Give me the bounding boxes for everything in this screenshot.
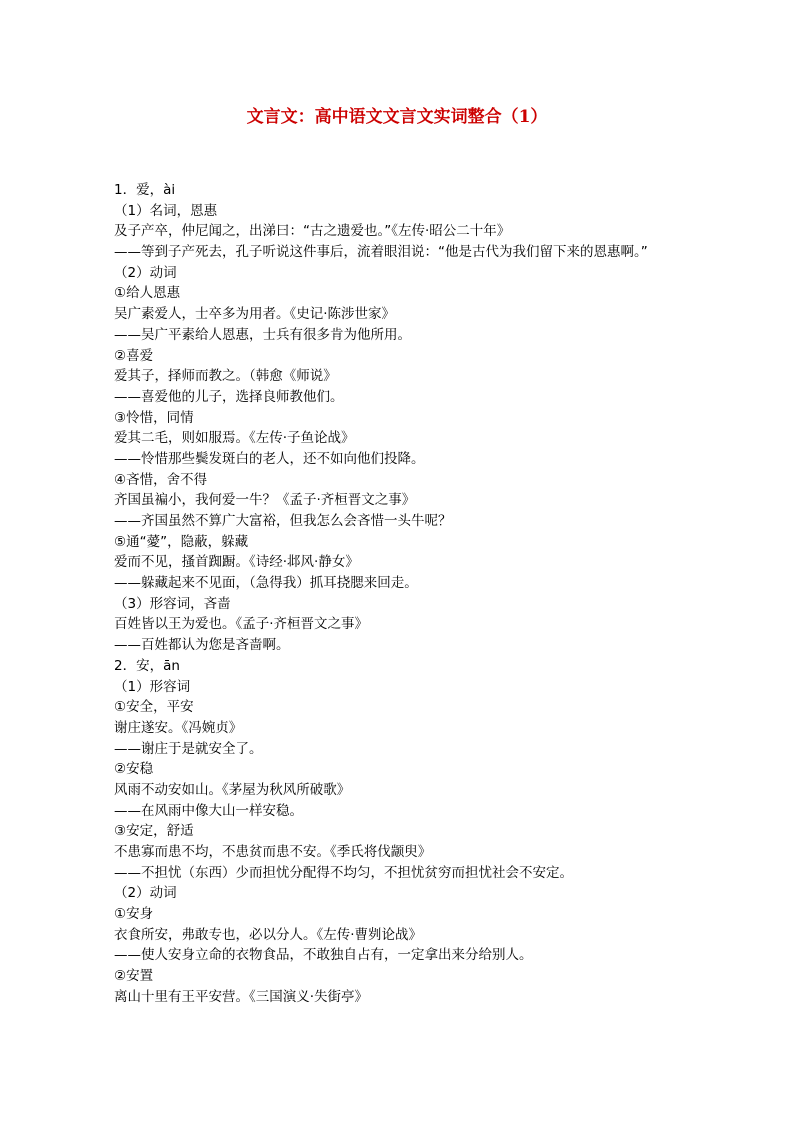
example-sentence: 及子产卒，仲尼闻之，出涕曰：“古之遗爱也。”《左传·昭公二十年》: [114, 223, 511, 240]
sub-sense: ①安身: [114, 906, 154, 923]
translation: ——吴广平素给人恩惠，士兵有很多肯为他所用。: [114, 326, 411, 343]
sub-sense: ②安置: [114, 968, 154, 985]
example-sentence: 离山十里有王平安营。《三国演义·失街亭》: [114, 988, 369, 1005]
translation: ——使人安身立命的衣物食品，不敢独自占有，一定拿出来分给别人。: [114, 947, 533, 964]
translation: ——不担忧（东西）少而担忧分配得不均匀，不担忧贫穷而担忧社会不安定。: [114, 864, 573, 881]
sense-heading: （1）形容词: [114, 678, 191, 695]
example-sentence: 爱其子，择师而教之。（韩愈《师说》: [114, 368, 337, 385]
sub-sense: ②喜爱: [114, 347, 154, 364]
sub-sense: ②安稳: [114, 761, 154, 778]
sense-heading: （1）名词，恩惠: [114, 202, 218, 219]
example-sentence: 风雨不动安如山。《茅屋为秋风所破歌》: [114, 781, 351, 798]
translation: ——百姓都认为您是吝啬啊。: [114, 637, 290, 654]
entry-heading: 1．爱，ài: [114, 182, 176, 198]
sub-sense: ⑤通“薆”，隐蔽，躲藏: [114, 533, 249, 550]
example-sentence: 衣食所安，弗敢专也，必以分人。《左传·曹刿论战》: [114, 926, 423, 943]
sub-sense: ①给人恩惠: [114, 285, 181, 302]
example-sentence: 爱其二毛，则如服焉。《左传·子鱼论战》: [114, 430, 355, 447]
example-sentence: 不患寡而患不均，不患贫而患不安。《季氏将伐颛臾》: [114, 844, 432, 860]
page-title: 文言文：高中语文文言文实词整合（1）: [246, 107, 548, 127]
translation: ——齐国虽然不算广大富裕，但我怎么会吝惜一头牛呢？: [114, 513, 452, 529]
translation: ——躲藏起来不见面，（急得我）抓耳挠腮来回走。: [114, 575, 418, 592]
example-sentence: 齐国虽褊小，我何爱一牛？《孟子·齐桓晋文之事》: [114, 492, 416, 509]
sense-heading: （3）形容词，吝啬: [114, 595, 231, 612]
sub-sense: ③安定，舒适: [114, 823, 194, 840]
translation: ——喜爱他的儿子，选择良师教他们。: [114, 388, 344, 405]
sense-heading: （2）动词: [114, 264, 177, 281]
document-body: [114, 180, 714, 1008]
translation: ——谢庄于是就安全了。: [114, 740, 263, 757]
example-sentence: 百姓皆以王为爱也。《孟子·齐桓晋文之事》: [114, 616, 369, 633]
example-sentence: 谢庄遂安。《冯婉贞》: [114, 719, 243, 736]
example-sentence: 吴广素爱人，士卒多为用者。《史记·陈涉世家》: [114, 306, 396, 323]
sub-sense: ④吝惜，舍不得: [114, 471, 208, 488]
translation: ——在风雨中像大山一样安稳。: [114, 802, 303, 819]
sense-heading: （2）动词: [114, 885, 177, 902]
sub-sense: ③怜惜，同情: [114, 409, 194, 426]
example-sentence: 爱而不见，搔首踟蹰。《诗经·邶风·静女》: [114, 554, 359, 571]
translation: ——怜惜那些鬓发斑白的老人，还不如向他们投降。: [114, 450, 425, 467]
entry-heading: 2．安，ān: [114, 657, 180, 674]
sub-sense: ①安全，平安: [114, 699, 194, 716]
translation: ——等到子产死去，孔子听说这件事后，流着眼泪说：“他是古代为我们留下来的恩惠啊。”: [114, 244, 648, 261]
